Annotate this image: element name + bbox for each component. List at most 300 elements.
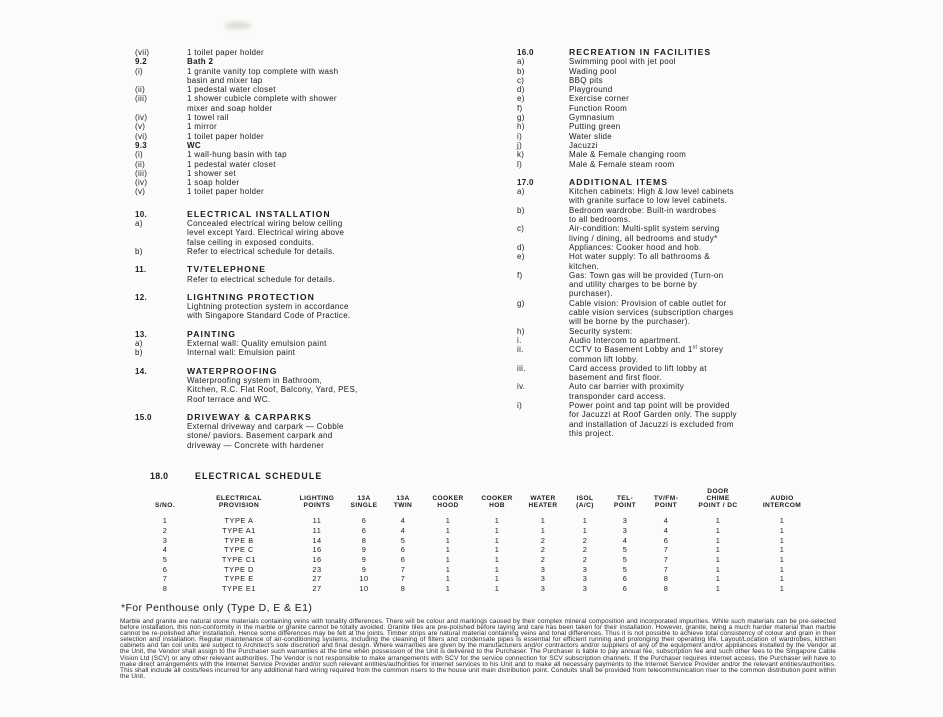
item-label: 17.0 xyxy=(517,177,534,187)
item-label: 12. xyxy=(135,292,148,302)
table-cell: TYPE C1 xyxy=(221,555,257,565)
table-cell: 1 xyxy=(715,574,721,584)
section-heading xyxy=(135,330,475,339)
table-cell: 6 xyxy=(622,584,628,594)
table-cell: 4 xyxy=(400,526,406,536)
schedule-heading xyxy=(150,471,815,481)
spec-item xyxy=(517,243,857,252)
table-cell: 6 xyxy=(361,526,367,536)
item-text: 1 wall-hung basin with tap xyxy=(187,150,287,160)
item-label: (ii) xyxy=(135,159,146,169)
table-row xyxy=(141,535,815,545)
table-cell: 3 xyxy=(540,574,546,584)
table-cell: 16 xyxy=(312,545,322,555)
item-text: 1 granite vanity top complete with wash basin and mixer tap xyxy=(187,66,339,85)
table-header-row xyxy=(141,488,815,516)
spec-item xyxy=(517,224,857,243)
spec-item xyxy=(517,382,857,401)
item-label: 15.0 xyxy=(135,412,152,422)
spec-item xyxy=(517,67,857,76)
table-cell: 6 xyxy=(400,555,406,565)
item-text: 1 soap holder xyxy=(187,178,240,188)
spec-column-2 xyxy=(517,48,857,450)
spec-item xyxy=(517,299,857,327)
legal-fine-print: Marble and granite are natural stone materials containing veins with tonality differences. There will be colour and markings caused by their complex mineral composition and incorporated impurities. While such materials can be pre-selected before installation, this non-conformity in the marble or granite cannot be totally avoided. Granite tiles are pre-polished before laying and care has been taken for their installation. However, granite, being a much harder material than marble cannot be re-polished after installation. Hence some differences may be felt at the joints. Timber strips are natural material containing veins and tonal differences. Thus it is not possible to achieve total consistency of colour and grain in their selection and installation. Regular maintenance of air-conditioning systems, including the cleaning of filters and condensate pipes is essential for efficient running and prolonging their operating life. Layout/Location of wardrobes, kitchen cabinets and fan coil units are subject to Architect's sole discretion and final design. Where warranties are given by the manufacturers and/or contractors and/or suppliers of any of the equipment and/or appliances installed by the Vendor at the Unit, the Vendor shall assign to the Purchaser such warranties at the time when possession of the Unit is delivered to the Purchaser. The Purchaser is liable to pay annual fee, subscription fee and such other fees to the Singapore Cable Vision Ltd (SCV) or any other relevant authorities. The Vendor is not responsible to make arrangements with SCV for the service connection for SCV subscription channels. If the Purchaser requires internet access, the Purchaser will have to make direct arrangements with the Internet Service Provider and/or such relevant entities/authorities for internet services to his Unit and to make all necessary payments to the Internet Service Provider and/or the relevant entities/authorities. This shall include all costs/fees incurred for any additional hard wiring required from the common risers to the house unit main distribution point. Conduits shall be provided from telecommunication riser to the common distribution point within the Unit. xyxy=(120,618,836,680)
table-cell: 1 xyxy=(779,526,785,536)
item-label: (iv) xyxy=(135,113,148,123)
item-text: 1 shower cubicle complete with shower mixer and soap holder xyxy=(187,94,337,113)
item-text: 1 towel rail xyxy=(187,113,229,123)
spec-item xyxy=(517,150,857,159)
item-label: 9.3 xyxy=(135,140,148,150)
table-row xyxy=(141,555,815,565)
item-text: Function Room xyxy=(569,103,628,113)
item-text: 1 toilet paper holder xyxy=(187,187,265,197)
item-text: Security system: xyxy=(569,326,633,336)
item-text: Playground xyxy=(569,85,613,95)
table-row xyxy=(141,574,815,584)
item-text: 1 toilet paper holder xyxy=(187,131,265,141)
table-cell: 1 xyxy=(779,564,785,574)
table-cell: 7 xyxy=(162,574,168,584)
table-cell: 1 xyxy=(715,516,721,526)
spec-item xyxy=(135,57,475,66)
table-cell: 9 xyxy=(361,555,367,565)
electrical-schedule-section xyxy=(150,471,815,594)
spec-columns xyxy=(135,48,857,450)
item-text: Refer to electrical schedule for details. xyxy=(187,274,335,284)
table-cell: 4 xyxy=(663,516,669,526)
item-text: Concealed electrical wiring below ceiling level except Yard. Electrical wiring above false ceiling in exposed conduits. xyxy=(187,219,345,247)
spec-item xyxy=(517,327,857,336)
table-cell: 3 xyxy=(162,535,168,545)
table-cell: 6 xyxy=(162,564,168,574)
item-label: d) xyxy=(517,85,525,95)
table-cell: 7 xyxy=(663,555,669,565)
penthouse-footnote: *For Penthouse only (Type D, E & E1) xyxy=(121,602,313,614)
table-cell: 1 xyxy=(494,564,500,574)
table-cell: TYPE E1 xyxy=(222,584,256,594)
table-cell: 1 xyxy=(445,555,451,565)
table-cell: 14 xyxy=(312,535,322,545)
section-title: ELECTRICAL INSTALLATION xyxy=(187,208,331,219)
section-heading xyxy=(135,265,475,274)
item-label xyxy=(135,376,187,404)
section-spacer xyxy=(135,358,475,367)
table-cell: 9 xyxy=(361,545,367,555)
spec-item xyxy=(517,345,857,364)
column-header: WATER HEATER xyxy=(528,495,558,509)
table-cell: 1 xyxy=(494,584,500,594)
item-label: h) xyxy=(517,122,525,132)
column-header: ISOL (A/C) xyxy=(576,495,594,509)
table-cell: 10 xyxy=(359,584,369,594)
item-text: Power point and tap point will be provided for Jacuzzi at Roof Garden only. The supply and installation of Jacuzzi is excluded from this project. xyxy=(569,400,737,438)
table-cell: 9 xyxy=(361,564,367,574)
spec-item xyxy=(517,113,857,122)
item-label: (vi) xyxy=(135,131,148,141)
table-cell: 27 xyxy=(312,584,322,594)
item-label: b) xyxy=(517,66,525,76)
table-cell: 1 xyxy=(445,574,451,584)
table-cell: 5 xyxy=(622,564,628,574)
item-text: Bath 2 xyxy=(187,57,214,67)
item-label: g) xyxy=(517,298,525,308)
column-header: LIGHTING POINTS xyxy=(299,495,335,509)
table-cell: 7 xyxy=(663,564,669,574)
table-cell: 1 xyxy=(445,526,451,536)
table-cell: 5 xyxy=(622,555,628,565)
section-title: PAINTING xyxy=(187,328,237,339)
item-label: (iv) xyxy=(135,178,148,188)
table-row xyxy=(141,516,815,526)
table-cell: 1 xyxy=(494,555,500,565)
table-cell: 4 xyxy=(663,526,669,536)
section-spacer xyxy=(517,169,857,178)
item-label: i) xyxy=(517,400,523,410)
table-cell: 1 xyxy=(494,574,500,584)
table-cell: 1 xyxy=(779,535,785,545)
table-cell: 4 xyxy=(400,516,406,526)
spec-item xyxy=(135,169,475,178)
spec-item xyxy=(517,76,857,85)
spec-item xyxy=(135,178,475,187)
spec-column-1 xyxy=(135,48,475,450)
table-cell: 11 xyxy=(312,516,322,526)
item-label: e) xyxy=(517,94,525,104)
superscript: st xyxy=(692,344,698,351)
item-text: Hot water supply: To all bathrooms & kitchen. xyxy=(569,252,710,271)
table-cell: 6 xyxy=(361,516,367,526)
table-cell: TYPE A xyxy=(224,516,254,526)
item-text: Auto car barrier with proximity transponder card access. xyxy=(569,382,685,401)
spec-item xyxy=(517,336,857,345)
table-cell: 6 xyxy=(622,574,628,584)
item-text: Cable vision: Provision of cable outlet for cable vision services (subscription charges will be borne by the purchaser). xyxy=(569,298,734,327)
table-cell: 1 xyxy=(715,555,721,565)
spec-item xyxy=(135,348,475,357)
spec-item xyxy=(517,187,857,206)
table-cell: 8 xyxy=(663,574,669,584)
table-cell: 1 xyxy=(715,584,721,594)
item-label: f) xyxy=(517,103,523,113)
spec-item xyxy=(135,160,475,169)
spec-item xyxy=(135,48,475,57)
section-heading xyxy=(517,178,857,187)
item-label: 14. xyxy=(135,366,148,376)
item-label: k) xyxy=(517,150,525,160)
column-header: DOOR CHIME POINT / DC xyxy=(698,488,738,509)
item-label: d) xyxy=(517,242,525,252)
column-header: TV/FM- POINT xyxy=(653,495,679,509)
schedule-number: 18.0 xyxy=(150,471,169,481)
table-cell: 1 xyxy=(715,526,721,536)
table-cell: 1 xyxy=(540,526,546,536)
table-cell: 11 xyxy=(312,526,322,536)
item-label xyxy=(135,275,187,284)
section-heading xyxy=(135,210,475,219)
section-title: TV/TELEPHONE xyxy=(187,264,267,275)
schedule-title: ELECTRICAL SCHEDULE xyxy=(195,471,323,481)
section-title: LIGHTNING PROTECTION xyxy=(187,291,315,302)
item-text: Card access provided to lift lobby at basement and first floor. xyxy=(569,363,707,383)
table-cell: 1 xyxy=(162,516,168,526)
table-cell: 1 xyxy=(494,516,500,526)
item-label: 9.2 xyxy=(135,57,148,67)
section-spacer xyxy=(135,197,475,210)
table-cell: 1 xyxy=(715,535,721,545)
table-cell: 3 xyxy=(582,584,588,594)
electrical-schedule-table xyxy=(141,488,815,594)
item-label: 11. xyxy=(135,265,147,275)
item-text: 1 toilet paper holder xyxy=(187,48,265,57)
spec-item xyxy=(135,247,475,256)
item-text: 1 pedestal water closet xyxy=(187,159,276,169)
column-header: COOKER HOB xyxy=(481,495,513,509)
table-cell: 1 xyxy=(582,516,588,526)
item-label: b) xyxy=(135,348,143,358)
table-body xyxy=(141,516,815,594)
table-cell: 5 xyxy=(400,535,406,545)
table-cell: 1 xyxy=(779,516,785,526)
table-cell: 3 xyxy=(622,526,628,536)
table-cell: 8 xyxy=(663,584,669,594)
item-label: f) xyxy=(517,270,523,280)
table-cell: 2 xyxy=(582,535,588,545)
item-text: Jacuzzi xyxy=(569,140,598,150)
table-cell: 8 xyxy=(162,584,168,594)
item-text: Gymnasium xyxy=(569,113,615,123)
column-header: 13A TWIN xyxy=(393,495,413,509)
item-label: 13. xyxy=(135,329,148,339)
scan-artifact xyxy=(225,22,251,29)
item-label: (i) xyxy=(135,150,144,160)
table-header xyxy=(141,488,815,516)
table-cell: 2 xyxy=(540,535,546,545)
table-cell: 4 xyxy=(162,545,168,555)
item-text: Bedroom wardrobe: Built-in wardrobes to all bedrooms. xyxy=(569,205,717,225)
section-spacer xyxy=(135,321,475,330)
table-cell: 1 xyxy=(445,564,451,574)
spec-item xyxy=(517,160,857,169)
spec-item xyxy=(135,302,475,321)
table-cell: 6 xyxy=(663,535,669,545)
item-label: a) xyxy=(135,219,143,229)
column-header: ELECTRICAL PROVISION xyxy=(216,495,262,509)
item-text: Male & Female changing room xyxy=(569,150,687,160)
table-cell: 1 xyxy=(779,555,785,565)
item-text: Audio Intercom to apartment. xyxy=(569,335,681,345)
table-cell: 10 xyxy=(359,574,369,584)
spec-item xyxy=(135,150,475,159)
spec-item xyxy=(517,85,857,94)
spec-item xyxy=(135,187,475,196)
spec-item xyxy=(517,94,857,103)
table-cell: 8 xyxy=(400,584,406,594)
table-cell: 7 xyxy=(400,574,406,584)
item-label: b) xyxy=(517,205,525,215)
table-cell: 6 xyxy=(400,545,406,555)
spec-item xyxy=(517,206,857,225)
spec-item xyxy=(517,104,857,113)
section-title: WATERPROOFING xyxy=(187,365,278,376)
item-label: c) xyxy=(517,224,525,234)
spec-item xyxy=(135,113,475,122)
item-text: Wading pool xyxy=(569,66,617,76)
table-cell: 8 xyxy=(361,535,367,545)
item-label: (v) xyxy=(135,122,146,132)
item-label: i) xyxy=(517,131,523,141)
item-text: Putting green xyxy=(569,122,621,132)
item-text: CCTV to Basement Lobby and 1st storey common lift lobby. xyxy=(569,344,724,364)
item-text: 1 pedestal water closet xyxy=(187,85,276,95)
section-title: RECREATION IN FACILITIES xyxy=(569,47,712,57)
item-text: External wall: Quality emulsion paint xyxy=(187,339,327,349)
item-label: 16.0 xyxy=(517,48,534,57)
spec-item xyxy=(135,219,475,247)
table-cell: 2 xyxy=(540,555,546,565)
item-label: a) xyxy=(517,187,525,197)
item-label: ii. xyxy=(517,345,524,355)
item-text: External driveway and carpark — Cobble stone/ paviors. Basement carpark and driveway — Concrete with hardener xyxy=(187,422,344,450)
table-cell: 23 xyxy=(312,564,322,574)
section-heading xyxy=(135,413,475,422)
table-cell: 3 xyxy=(622,516,628,526)
section-heading xyxy=(135,367,475,376)
table-cell: 16 xyxy=(312,555,322,565)
item-label: iii. xyxy=(517,363,526,373)
item-text: WC xyxy=(187,140,201,150)
column-header: COOKER HOOD xyxy=(432,495,464,509)
item-text: 1 shower set xyxy=(187,168,236,178)
table-cell: 1 xyxy=(445,535,451,545)
item-label: g) xyxy=(517,113,525,123)
table-cell: 2 xyxy=(582,555,588,565)
item-label xyxy=(135,302,187,321)
item-text: BBQ pits xyxy=(569,75,603,85)
spec-item xyxy=(135,67,475,86)
section-spacer xyxy=(135,256,475,265)
table-cell: 1 xyxy=(445,516,451,526)
item-text: Lightning protection system in accordance with Singapore Standard Code of Practice. xyxy=(187,302,351,321)
table-cell: 1 xyxy=(779,545,785,555)
item-label: (iii) xyxy=(135,168,148,178)
table-cell: TYPE A1 xyxy=(222,526,256,536)
item-label: l) xyxy=(517,159,523,169)
spec-item xyxy=(135,339,475,348)
item-label: b) xyxy=(135,246,143,256)
item-label: j) xyxy=(517,140,523,150)
spec-item xyxy=(517,122,857,131)
table-cell: TYPE B xyxy=(224,535,254,545)
column-header: TEL- POINT xyxy=(613,495,637,509)
item-label: a) xyxy=(135,339,143,349)
table-cell: 1 xyxy=(540,516,546,526)
item-label: i. xyxy=(517,335,522,345)
table-cell: 1 xyxy=(445,545,451,555)
item-label xyxy=(135,422,187,450)
table-cell: TYPE E xyxy=(224,574,254,584)
spec-item xyxy=(135,122,475,131)
table-cell: 3 xyxy=(540,584,546,594)
spec-item xyxy=(517,271,857,299)
table-cell: 2 xyxy=(582,545,588,555)
item-label: e) xyxy=(517,252,525,262)
spec-item xyxy=(135,275,475,284)
spec-item xyxy=(517,364,857,383)
table-cell: 3 xyxy=(582,574,588,584)
table-cell: 1 xyxy=(779,584,785,594)
spec-item xyxy=(517,57,857,66)
table-cell: 1 xyxy=(494,526,500,536)
item-label: iv. xyxy=(517,382,526,392)
spec-item xyxy=(135,94,475,113)
table-cell: 3 xyxy=(540,564,546,574)
item-label: (iii) xyxy=(135,94,148,104)
item-text: Swimming pool with jet pool xyxy=(569,57,676,67)
table-cell: TYPE C xyxy=(224,545,254,555)
spec-item xyxy=(135,141,475,150)
table-cell: 2 xyxy=(162,526,168,536)
item-text: Gas: Town gas will be provided (Turn-on and utility charges to be borne by purchaser). xyxy=(569,270,724,299)
table-cell: 1 xyxy=(494,535,500,545)
table-cell: 1 xyxy=(715,545,721,555)
section-title: ADDITIONAL ITEMS xyxy=(569,176,669,187)
item-label: (vii) xyxy=(135,48,150,57)
table-cell: 27 xyxy=(312,574,322,584)
table-cell: 1 xyxy=(445,584,451,594)
item-label: (i) xyxy=(135,66,144,76)
section-heading xyxy=(517,48,857,57)
table-cell: 1 xyxy=(715,564,721,574)
table-row xyxy=(141,564,815,574)
table-row xyxy=(141,526,815,536)
item-label: h) xyxy=(517,326,525,336)
table-cell: 1 xyxy=(779,574,785,584)
item-text: Air-condition: Multi-split system serving living / dining, all bedrooms and study* xyxy=(569,224,720,243)
column-header: AUDIO INTERCOM xyxy=(762,495,802,509)
item-text: Appliances: Cooker hood and hob. xyxy=(569,242,702,252)
section-title: DRIVEWAY & CARPARKS xyxy=(187,411,312,422)
item-label: 10. xyxy=(135,209,148,219)
table-cell: 2 xyxy=(540,545,546,555)
item-label: (ii) xyxy=(135,85,146,95)
item-label: a) xyxy=(517,57,525,67)
spec-item xyxy=(517,132,857,141)
item-label: (v) xyxy=(135,187,146,197)
spec-item xyxy=(135,376,475,404)
table-cell: TYPE D xyxy=(224,564,254,574)
column-header: 13A SINGLE xyxy=(350,495,378,509)
item-text: Internal wall: Emulsion paint xyxy=(187,348,296,358)
table-row xyxy=(141,545,815,555)
spec-item xyxy=(135,422,475,450)
column-header: S/NO. xyxy=(155,502,175,509)
spec-item xyxy=(517,401,857,438)
section-heading xyxy=(135,293,475,302)
item-text: Waterproofing system in Bathroom, Kitchen, R.C. Flat Roof, Balcony, Yard, PES, Roof terrace and WC. xyxy=(187,375,358,404)
item-text: Water slide xyxy=(569,131,613,141)
table-cell: 4 xyxy=(622,535,628,545)
spec-item xyxy=(135,85,475,94)
spec-item xyxy=(517,252,857,271)
table-cell: 1 xyxy=(494,545,500,555)
table-cell: 7 xyxy=(663,545,669,555)
table-row xyxy=(141,584,815,594)
table-cell: 5 xyxy=(622,545,628,555)
spec-item xyxy=(135,132,475,141)
table-cell: 5 xyxy=(162,555,168,565)
